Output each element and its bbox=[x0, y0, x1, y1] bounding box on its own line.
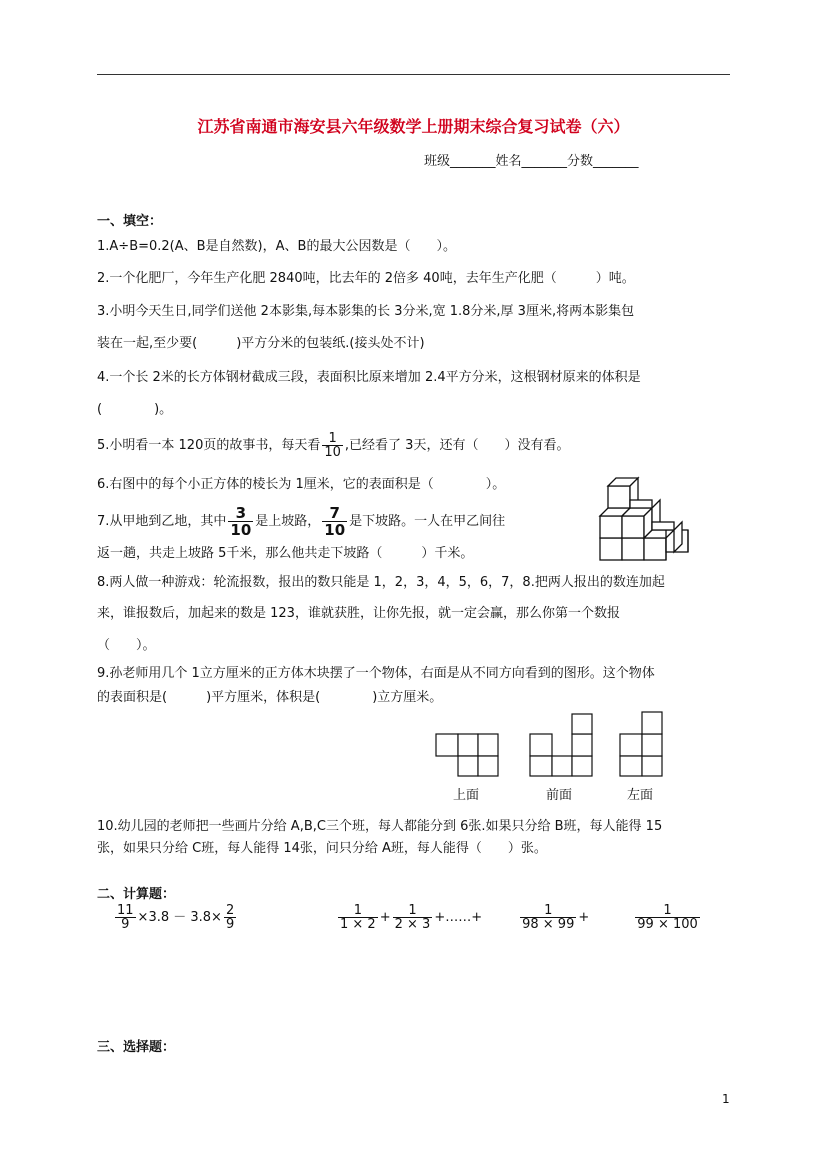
question-5 bbox=[97, 432, 569, 459]
calc-fraction bbox=[338, 904, 378, 931]
fraction-denominator: 10 bbox=[324, 445, 341, 460]
header-rule bbox=[97, 74, 730, 75]
calc-fraction bbox=[520, 904, 576, 931]
calc-fraction bbox=[635, 904, 700, 931]
view-caption-front: 前面 bbox=[546, 788, 573, 803]
three-views-figure bbox=[434, 708, 674, 780]
view-caption-left: 左面 bbox=[627, 788, 654, 803]
fraction-denominator: 10 bbox=[324, 521, 346, 539]
student-info-line: 班级_______姓名_______分数_______ bbox=[424, 154, 639, 169]
calc-ellipsis: +……+ bbox=[434, 910, 483, 925]
question-3-line-2: 装在一起,至少要( )平方分米的包装纸.(接头处不计) bbox=[97, 336, 425, 351]
calc-fraction bbox=[115, 904, 136, 931]
question-7-text-c: 是下坡路。一人在甲乙间往 bbox=[349, 514, 506, 529]
calc-plus: + bbox=[379, 910, 391, 925]
question-7-text-b: 是上坡路， bbox=[255, 514, 321, 529]
section-calculation: 二、计算题： bbox=[97, 887, 176, 902]
question-8-line-1: 8.两人做一种游戏：轮流报数，报出的数只能是 1，2，3，4，5，6，7，8.把两人报出的数连加起 bbox=[97, 575, 665, 590]
calc-fraction bbox=[393, 904, 433, 931]
question-10-line-2: 张，如果只分给 C班，每人能得 14张，问只分给 A班，每人能得（ ）张。 bbox=[97, 841, 547, 856]
question-8-line-2: 来，谁报数后，加起来的数是 123，谁就获胜，让你先报，就一定会赢，那么你第一个数报 bbox=[97, 606, 620, 621]
question-5-text-b: ,已经看了 3天，还有（ ）没有看。 bbox=[344, 438, 570, 453]
fraction-denominator: 99 × 100 bbox=[637, 917, 698, 932]
question-7-text-a: 7.从甲地到乙地，其中 bbox=[97, 514, 227, 529]
fraction-denominator: 1 × 2 bbox=[340, 917, 376, 932]
fraction-numerator: 1 bbox=[338, 904, 378, 918]
calc-fraction bbox=[224, 904, 236, 931]
calc-operator-text: ×3.8 － 3.8× bbox=[137, 910, 222, 925]
question-6: 6.右图中的每个小正方体的棱长为 1厘米，它的表面积是（ ）。 bbox=[97, 477, 506, 492]
fraction-denominator: 9 bbox=[225, 917, 235, 932]
fraction-numerator: 1 bbox=[322, 432, 343, 446]
question-9-line-2: 的表面积是( )平方厘米，体积是( )立方厘米。 bbox=[97, 690, 443, 705]
fraction-numerator: 1 bbox=[635, 904, 700, 918]
question-7-fraction-1 bbox=[228, 505, 253, 538]
fraction-numerator: 3 bbox=[228, 505, 253, 522]
fraction-denominator: 9 bbox=[121, 917, 130, 932]
question-9-line-1: 9.孙老师用几个 1立方厘米的正方体木块摆了一个物体，右面是从不同方向看到的图形。这个物体 bbox=[97, 666, 655, 681]
fraction-numerator: 1 bbox=[520, 904, 576, 918]
calc-expression-2 bbox=[336, 904, 702, 931]
page-number: 1 bbox=[722, 1092, 730, 1106]
page-title: 江苏省南通市海安县六年级数学上册期末综合复习试卷（六） bbox=[197, 117, 630, 136]
fraction-numerator: 2 bbox=[225, 903, 235, 918]
question-5-text-a: 5.小明看一本 120页的故事书，每天看 bbox=[97, 438, 321, 453]
fraction-numerator: 1 bbox=[393, 904, 433, 918]
fraction-numerator: 7 bbox=[322, 505, 347, 522]
calc-expression-1 bbox=[113, 904, 238, 931]
question-7-line-1 bbox=[97, 505, 505, 538]
question-10-line-1: 10.幼儿园的老师把一些画片分给 A,B,C三个班，每人都能分到 6张.如果只分给 B班，每人能得 15 bbox=[97, 819, 663, 834]
question-8-line-3: （ ）。 bbox=[97, 638, 156, 653]
question-4-line-1: 4.一个长 2米的长方体钢材截成三段，表面积比原来增加 2.4平方分米，这根钢材原来的体积是 bbox=[97, 370, 641, 385]
fraction-denominator: 98 × 99 bbox=[522, 917, 575, 932]
fraction-denominator: 2 × 3 bbox=[394, 917, 431, 932]
question-7-fraction-2 bbox=[322, 505, 347, 538]
cube-stack-figure bbox=[596, 470, 692, 566]
calc-plus: + bbox=[578, 910, 590, 925]
question-1: 1.A÷B=0.2(A、B是自然数)，A、B的最大公因数是（ ）。 bbox=[97, 239, 456, 254]
fraction-numerator: 11 bbox=[117, 903, 134, 918]
question-4-line-2: ( )。 bbox=[97, 402, 173, 417]
view-caption-top: 上面 bbox=[453, 788, 480, 803]
question-2: 2.一个化肥厂，今年生产化肥 2840吨，比去年的 2倍多 40吨，去年生产化肥（ ）吨。 bbox=[97, 271, 635, 286]
question-3-line-1: 3.小明今天生日,同学们送他 2本影集,每本影集的长 3分米,宽 1.8分米,厚 3厘米,将两本影集包 bbox=[97, 304, 635, 319]
section-multiple-choice: 三、选择题： bbox=[97, 1040, 176, 1055]
question-7-line-2: 返一趟，共走上坡路 5千米，那么他共走下坡路（ ）千米。 bbox=[97, 546, 474, 561]
section-fill-blank: 一、填空： bbox=[97, 214, 163, 229]
question-5-fraction bbox=[322, 432, 343, 459]
fraction-denominator: 10 bbox=[230, 521, 252, 539]
